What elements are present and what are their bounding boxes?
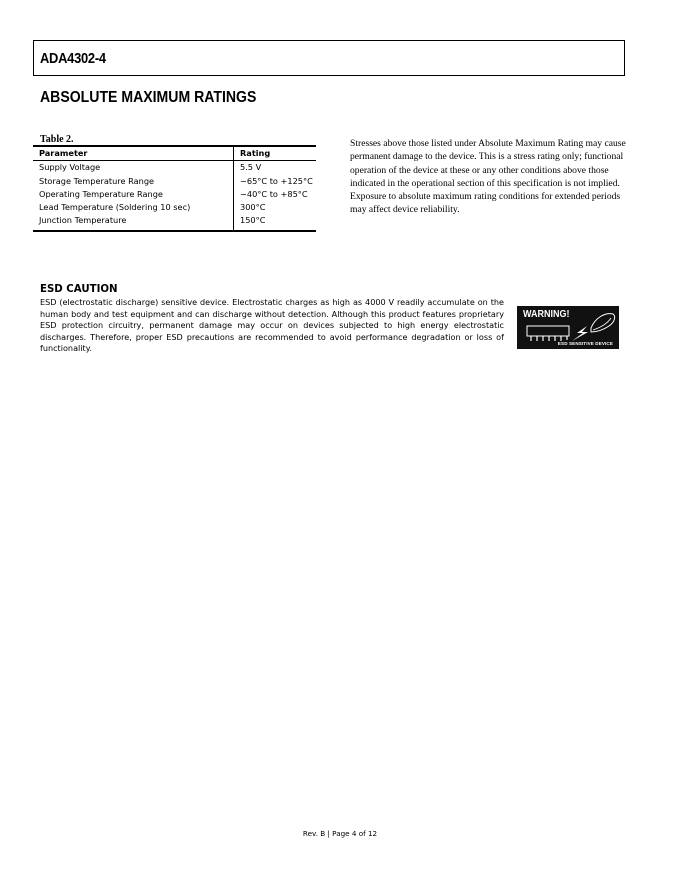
ratings-table [33,145,316,232]
parameter-cell: Supply Voltage [33,161,234,175]
rating-cell: −40°C to +85°C [240,188,308,199]
esd-caution-text: ESD (electrostatic discharge) sensitive device. Electrostatic charges as high as 4000 V readily accumulate on the human body and test equipment and can discharge without detection. Although this product features proprietary ESD protection circuitry, permanent damage may occur on devices subjected to high energy electrostatic discharges. Therefore, proper ESD precautions are recommended to avoid performance degradation or loss of functionality. [40,297,504,354]
rating-cell: 300°C [240,202,266,213]
parameter-cell: Storage Temperature Range [33,175,234,188]
table-row [33,188,316,201]
stress-note: Stresses above those listed under Absolute Maximum Rating may cause permanent damage to the device. This is a stress rating only; functional operation of the device at these or any other conditions above those indicated in the operational section of this specification is not implied. Exposure to absolute maximum rating conditions for extended periods may affect device reliability. [350,138,626,216]
table-row [33,214,316,230]
page-footer: Rev. B | Page 4 of 12 [302,829,378,838]
parameter-cell: Operating Temperature Range [33,188,234,201]
part-number: ADA4302-4 [40,50,106,67]
column-header-parameter: Parameter [33,146,234,161]
table-caption: Table 2. [40,134,74,145]
parameter-cell: Junction Temperature [33,214,234,230]
warning-subtitle: ESD SENSITIVE DEVICE [557,341,613,346]
rating-cell: 150°C [240,215,266,226]
esd-caution-heading: ESD CAUTION [40,284,118,295]
esd-warning-badge [517,306,619,349]
table-header-row [33,146,316,161]
section-title: ABSOLUTE MAXIMUM RATINGS [40,89,257,106]
table-row [33,161,316,175]
table-row [33,175,316,188]
parameter-cell: Lead Temperature (Soldering 10 sec) [33,201,234,214]
table-row [33,201,316,214]
header-box [33,40,625,76]
rating-cell: 5.5 V [240,162,262,173]
warning-title: WARNING! [523,309,570,320]
column-header-rating: Rating [240,148,271,158]
rating-cell: −65°C to +125°C [240,175,313,186]
